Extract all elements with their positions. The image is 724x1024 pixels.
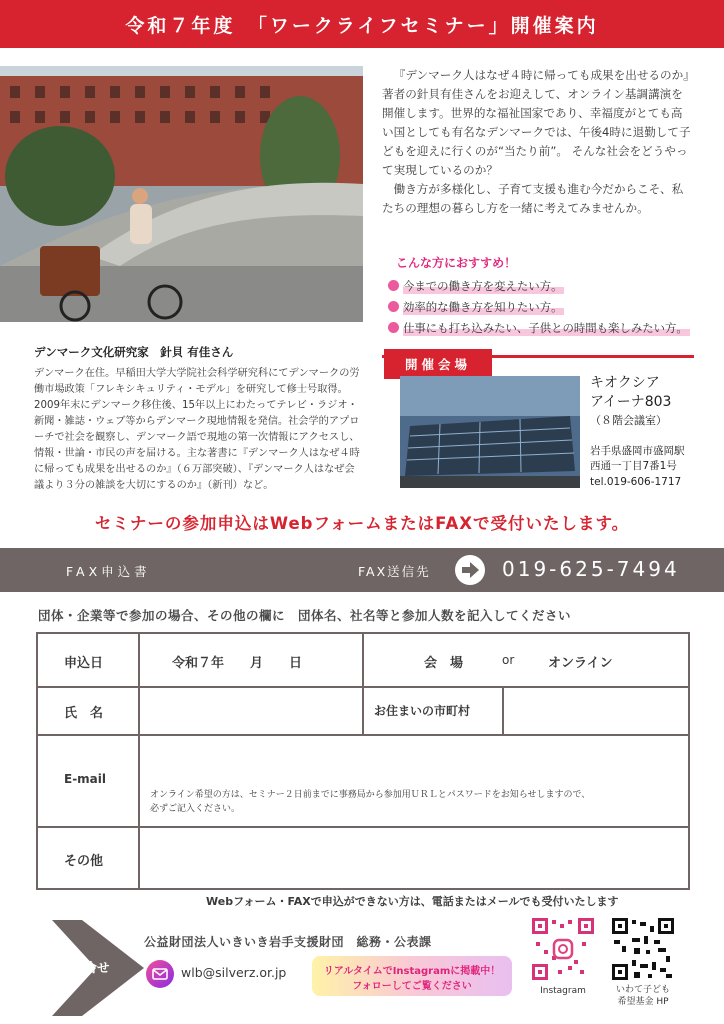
online-note [150, 788, 590, 816]
venue-address-line1: 岩手県盛岡市盛岡駅 [590, 445, 685, 457]
intro-text [382, 66, 694, 218]
fax-form-title: FAX申込書 [66, 564, 151, 579]
instagram-banner [312, 956, 512, 996]
venue-name-line2: アイーナ803 [590, 394, 672, 410]
email-field[interactable] [144, 738, 688, 782]
online-note-line1: オンライン希望の方は、セミナー２日前までに事務局から参加用ＵＲＬとパスワードをお知らせしますので、 [150, 790, 591, 800]
form-row-divider [38, 826, 688, 828]
date-field[interactable]: 令和７年 月 日 [172, 656, 303, 671]
kibou-kikin-qr-label [600, 984, 686, 1008]
other-field[interactable] [144, 830, 688, 886]
venue-photo [400, 376, 580, 488]
venue-building-illustration [400, 376, 580, 488]
fax-number: 019-625-7494 [502, 557, 680, 581]
date-label: 申込日 [64, 656, 104, 671]
speaker-profile [34, 344, 364, 494]
apply-note: セミナーの参加申込はWebフォームまたはFAXで受付いたします。 [94, 514, 630, 533]
instagram-banner-line2: フォローしてご覧ください [352, 981, 472, 992]
bullet-icon [388, 301, 399, 312]
contact-label: 問合せ [72, 960, 110, 975]
online-note-line2: 必ずご記入ください。 [150, 804, 241, 814]
intro-paragraph-1: 『デンマーク人はなぜ４時に帰っても成果を出せるのか』著者の針貝有佳さんをお迎えして、オンライン基調講演を開催します。世界的な福祉国家であり、幸福度がとても高い国としても有名なデンマークでは、午後4時に退勤して子どもを迎えに行くのが“当たり前”。 そんな社会をどうやって実現しているのか？ [382, 68, 691, 177]
kibou-kikin-qr-code[interactable] [610, 916, 676, 982]
phone-note: Webフォーム・FAXで申込ができない方は、電話またはメールでも受付いたします [206, 895, 619, 908]
kibou-kikin-qr-label-line2: 希望基金 HP [617, 997, 669, 1007]
recommend-item [388, 275, 708, 296]
mail-icon [146, 960, 174, 988]
instagram-banner-line1: リアルタイムでInstagramに掲載中！ [323, 966, 501, 977]
recommend-item-text: 仕事にも打ち込みたい、子供との時間も楽しみたい方。 [403, 320, 688, 335]
other-label: その他 [64, 854, 104, 869]
recommend-item [388, 296, 708, 317]
venue-option[interactable]: 会 場 [424, 656, 464, 671]
instagram-qr-label: Instagram [540, 986, 586, 996]
recommend-item-text: 今までの働き方を変えたい方。 [403, 278, 563, 293]
form-col-divider [138, 634, 140, 888]
contact-email[interactable]: wlb@silverz.or.jp [181, 965, 287, 980]
fax-bar [0, 548, 724, 592]
speaker-name: デンマーク文化研究家 針貝 有佳さん [34, 345, 234, 359]
venue-label: 開催会場 [384, 349, 492, 379]
page-title: 令和７年度 「ワークライフセミナー」開催案内 [125, 14, 599, 37]
or-text: or [502, 653, 515, 667]
recommend-item [388, 317, 708, 338]
name-label: 氏 名 [64, 706, 104, 721]
intro-paragraph-2: 働き方が多様化し、子育て支援も進む今だからこそ、私たちの理想の暮らし方を一緒に考えてみませんか。 [382, 182, 684, 215]
venue-address-line2: 西通一丁目7番1号 [590, 460, 677, 472]
venue-tel: tel.019-606-1717 [590, 476, 682, 488]
form-instruction: 団体・企業等で参加の場合、その他の欄に 団体名、社名等と参加人数を記入してください [38, 608, 572, 623]
email-label: E-mail [64, 772, 107, 786]
venue-name-line1: キオクシア [590, 375, 660, 391]
form-col-divider [362, 634, 364, 734]
bullet-icon [388, 322, 399, 333]
organization-name: 公益財団法人いきいき岩手支援財団 総務・公表課 [144, 935, 432, 949]
kibou-kikin-qr-label-line1: いわて子ども [615, 985, 670, 995]
bullet-icon [388, 280, 399, 291]
recommend-item-text: 効率的な働き方を知りたい方。 [403, 299, 563, 314]
fax-dest-label: FAX送信先 [358, 564, 431, 579]
city-label: お住まいの市町村 [374, 704, 471, 718]
venue-room: （８階会議室） [590, 414, 667, 427]
form-row-divider [38, 734, 688, 736]
header-bar [0, 0, 724, 48]
cargo-bike-photo [0, 66, 363, 322]
venue-name [590, 374, 671, 412]
instagram-qr-code[interactable] [530, 916, 596, 982]
venue-address [590, 444, 685, 474]
online-option[interactable]: オンライン [548, 656, 613, 671]
city-field[interactable] [504, 696, 688, 732]
name-field[interactable] [144, 696, 362, 732]
recommend-section [388, 254, 708, 338]
speaker-bio: デンマーク在住。早稲田大学大学院社会科学研究科にてデンマークの労働市場政策「フレキシキュリティ・モデル」を研究して修士号取得。2009年末にデンマーク移住後、15年以上にわたってテレビ・ラジオ・新聞・雑誌・ウェブ等からデンマーク現地情報を発信。社会学的アプローチで社会を観察し、デンマーク語で現地の第一次情報にアクセスし、情報・世論・市民の声を届ける。主な著書に『デンマーク人はなぜ４時に帰っても成果を出せるのか』（６万部突破）、『デンマーク人はなぜ会議より３分の雑談を大切にするのか』（新刊）など。 [34, 368, 360, 491]
arrow-right-icon [455, 555, 485, 585]
cargo-bike-illustration [0, 66, 363, 322]
recommend-title: こんな方におすすめ！ [396, 256, 517, 270]
